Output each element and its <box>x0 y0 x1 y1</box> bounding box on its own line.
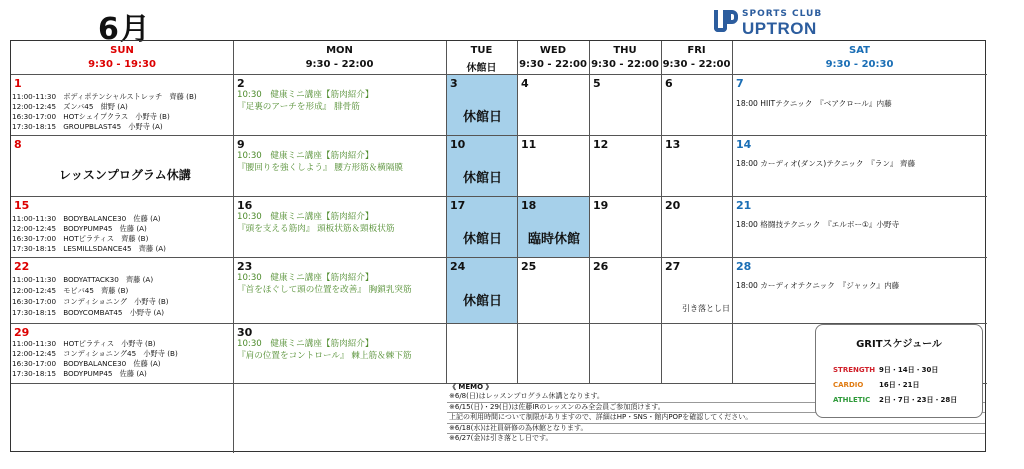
day-cell-27[interactable]: 27 引き落とし日 <box>665 260 730 313</box>
day-cell-12[interactable]: 12 <box>593 138 609 151</box>
day-cell-3[interactable]: 3 休館日 <box>447 75 517 135</box>
header-mon: MON 9:30 - 22:00 <box>305 45 374 70</box>
day-cell-15[interactable]: 15 11:00-11:30 BODYBALANCE30 佐藤 (A) 12:00-12:45 BODYPUMP45 佐藤 (A) 16:30-17:00 HOTピラティス 齊藤 (B) 17:30-18:15 LESMILLSDANCE45 齊藤 (A) <box>12 199 166 253</box>
day-cell-4[interactable]: 4 <box>521 77 529 90</box>
memo-line: ※6/8(日)はレッスンプログラム休講となります。 <box>447 392 985 402</box>
header-fri: FRI 9:30 - 22:00 <box>662 45 731 70</box>
day-cell-2[interactable]: 2 10:30 健康ミニ講座【筋肉紹介】 『足裏のアーチを形成』 腓骨筋 <box>237 77 374 112</box>
day-cell-19[interactable]: 19 <box>593 199 609 212</box>
debit-day-note: 引き落とし日 <box>682 304 730 313</box>
logo-subtitle: SPORTS CLUB <box>742 9 823 19</box>
header-tue: TUE 休館日 <box>466 45 497 74</box>
day-cell-21[interactable]: 21 18:00 格闘技テクニック 『エルボー①』小野寺 <box>736 199 900 229</box>
day-cell-16[interactable]: 16 10:30 健康ミニ講座【筋肉紹介】 『頭を支える筋肉』 頭板状筋＆頸板状筋 <box>237 199 395 234</box>
day-cell-6[interactable]: 6 <box>665 77 673 90</box>
grit-title: GRITスケジュール <box>856 339 942 350</box>
day-cell-26[interactable]: 26 <box>593 260 609 273</box>
grit-row-strength: STRENGTH 9日・14日・30日 <box>833 366 939 374</box>
day-cell-24[interactable]: 24 休館日 <box>447 258 517 323</box>
day-cell-9[interactable]: 9 10:30 健康ミニ講座【筋肉紹介】 『腰回りを強くしよう』 腰方形筋＆横隔膜 <box>237 138 404 173</box>
day-cell-14[interactable]: 14 18:00 カーディオ(ダンス)テクニック 『ラン』 齊藤 <box>736 138 916 168</box>
memo-line: ※6/27(金)は引き落とし日です。 <box>449 434 553 443</box>
day-cell-22[interactable]: 22 11:00-11:30 BODYATTACK30 齊藤 (A) 12:00-12:45 モビバ45 齊藤 (B) 16:30-17:00 コンディショニング 小野寺 (B) 17:30-18:15 BODYCOMBAT45 小野寺 (A) <box>12 260 169 317</box>
day-cell-11[interactable]: 11 <box>521 138 537 151</box>
day-cell-18[interactable]: 18 臨時休館 <box>518 197 589 257</box>
memo-title: 《 MEMO 》 <box>449 383 493 391</box>
day-cell-23[interactable]: 23 10:30 健康ミニ講座【筋肉紹介】 『首をほぐして頭の位置を改善』 胸鎖乳突筋 <box>237 260 412 295</box>
logo-name: UPTRON <box>742 19 817 38</box>
day-cell-20[interactable]: 20 <box>665 199 681 212</box>
day-cell-17[interactable]: 17 休館日 <box>447 197 517 257</box>
calendar-grid <box>10 40 986 452</box>
memo-line: 上記の利用時間について制限がありますので、詳細はHP・SNS・館内POPを確認してください。 <box>447 413 985 423</box>
day-cell-10[interactable]: 10 休館日 <box>447 136 517 196</box>
header-sat: SAT 9:30 - 20:30 <box>825 45 894 70</box>
grit-schedule-box <box>815 324 983 418</box>
memo-line: ※6/15(日)・29(日)は佐藤IRのレッスンのみ全会員ご参加頂けます。 <box>447 403 985 413</box>
month-title: 6月 <box>98 12 151 47</box>
header-thu: THU 9:30 - 22:00 <box>591 45 659 70</box>
memo-line: ※6/18(水)は社員研修の為休館となります。 <box>447 424 985 434</box>
day-cell-30[interactable]: 30 10:30 健康ミニ講座【筋肉紹介】 『肩の位置をコントロール』 棘上筋＆棘下筋 <box>237 326 412 361</box>
grit-row-athletic: ATHLETIC 2日・7日・23日・28日 <box>833 396 958 404</box>
day-cell-7[interactable]: 7 18:00 HIITテクニック 『ベアクロール』内藤 <box>736 77 892 108</box>
header-wed: WED 9:30 - 22:00 <box>519 45 587 70</box>
day-cell-5[interactable]: 5 <box>593 77 601 90</box>
day-cell-25[interactable]: 25 <box>521 260 537 273</box>
grit-row-cardio: CARDIO 16日・21日 <box>833 381 920 389</box>
day-cell-1[interactable]: 1 11:00-11:30 ボディポテンシャルストレッチ 齊藤 (B) 12:00-12:45 ズンバ45 紺野 (A) 16:30-17:00 HOTシェイプクラス 小野寺 (B) 17:30-18:15 GROUPBLAST45 小野寺 (A) <box>12 77 197 131</box>
day-cell-13[interactable]: 13 <box>665 138 681 151</box>
day-cell-8[interactable]: 8 レッスンプログラム休講 <box>14 138 191 182</box>
header-sun: SUN 9:30 - 19:30 <box>88 45 156 70</box>
day-cell-28[interactable]: 28 18:00 カーディオテクニック 『ジャック』内藤 <box>736 260 900 290</box>
logo-mark-icon <box>714 8 740 36</box>
day-cell-29[interactable]: 29 11:00-11:30 HOTピラティス 小野寺 (B) 12:00-12:45 コンディショニング45 小野寺 (B) 16:30-17:00 BODYBALANCE30 佐藤 (A) 17:30-18:15 BODYPUMP45 佐藤 (A) <box>12 326 178 378</box>
